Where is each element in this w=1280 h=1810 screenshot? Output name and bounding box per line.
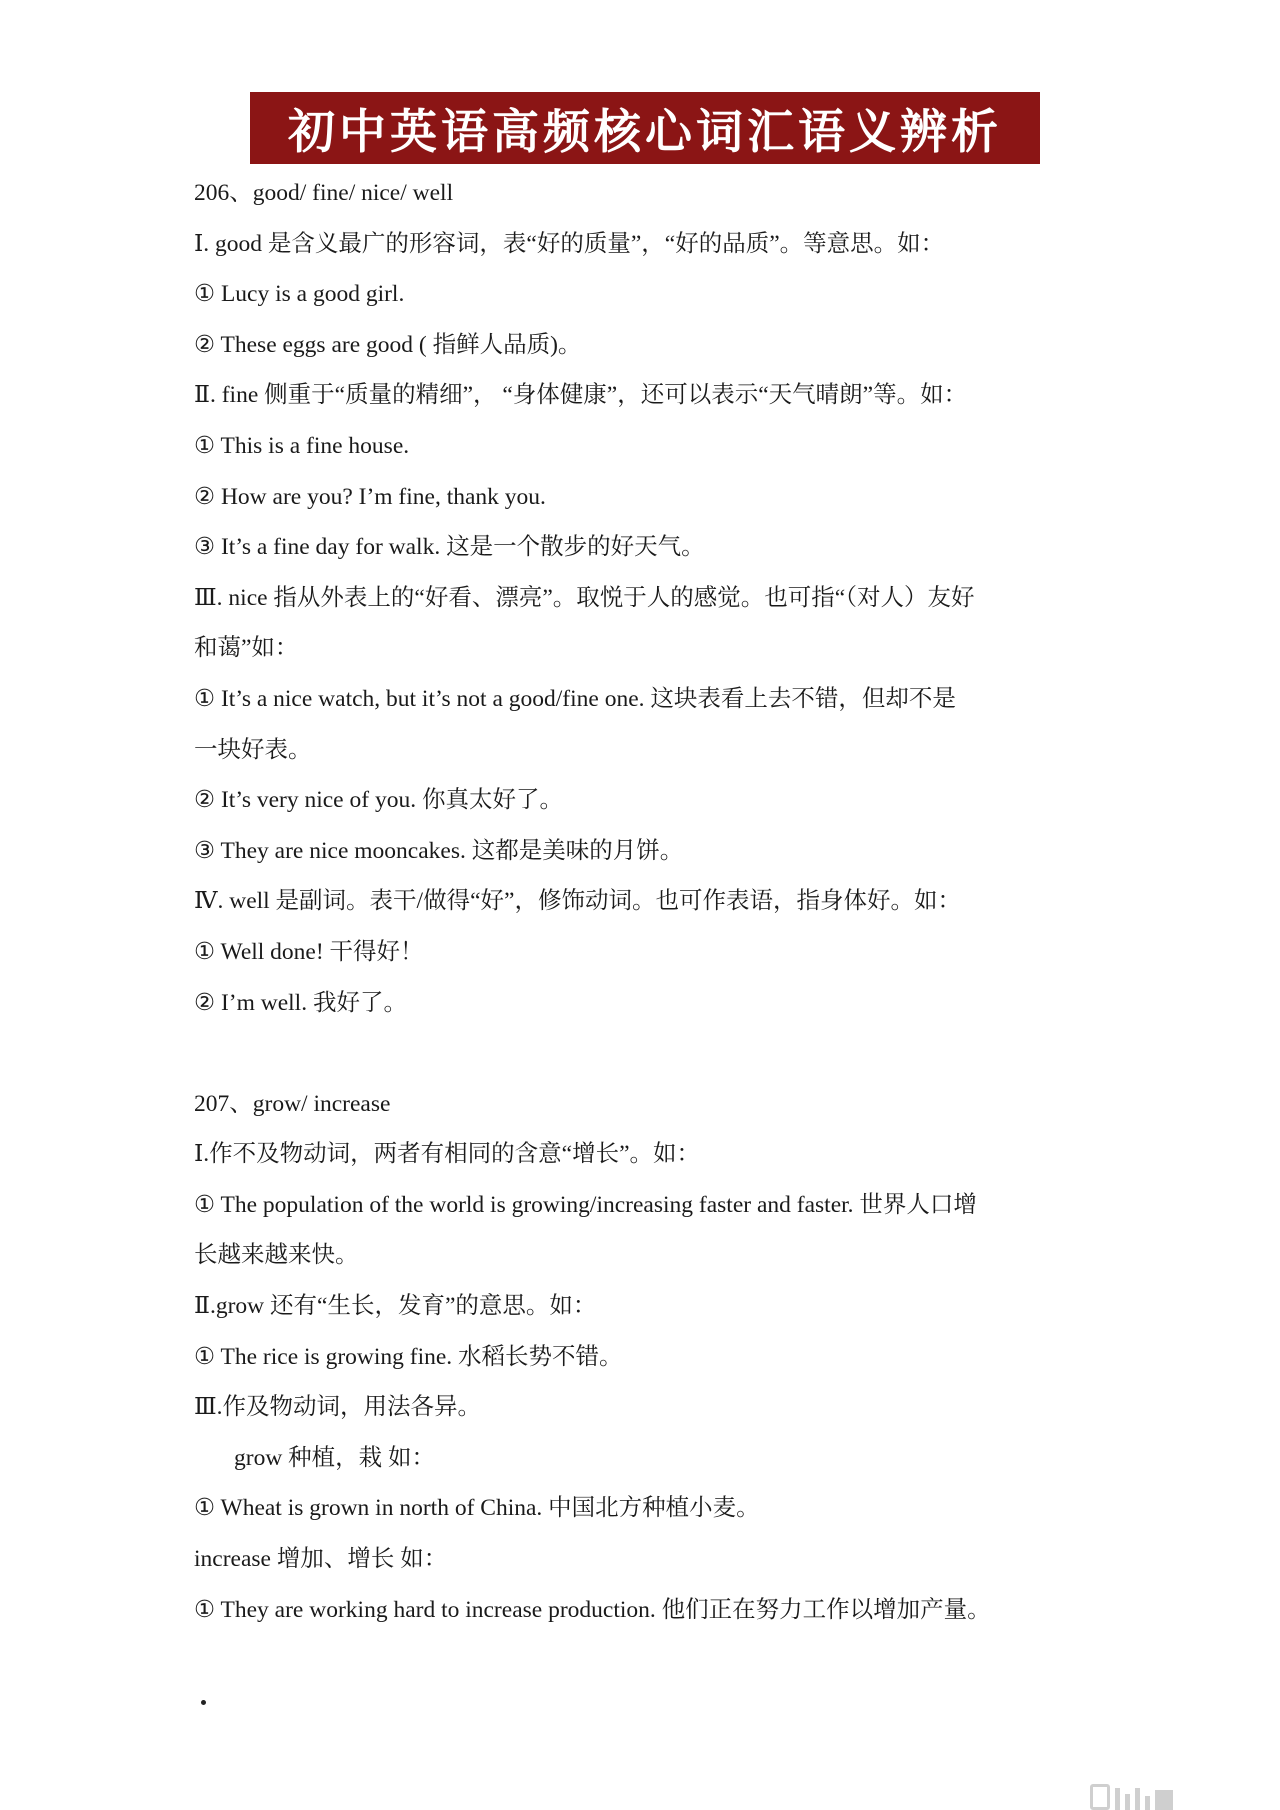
paragraph-line: 和蔼”如： xyxy=(194,635,299,662)
content-body xyxy=(194,168,1094,1635)
bullet-dot xyxy=(201,1700,206,1705)
example-line: 长越来越来快。 xyxy=(194,1242,359,1269)
paragraph-line: increase 增加、增长 如： xyxy=(194,1546,448,1573)
section-gap xyxy=(194,1028,1094,1079)
example-line: ② These eggs are good ( 指鲜人品质)。 xyxy=(194,331,582,358)
watermark-bar-icon xyxy=(1135,1788,1140,1810)
example-line: ③ They are nice mooncakes. 这都是美味的月饼。 xyxy=(194,837,684,864)
example-line: ① This is a fine house. xyxy=(194,432,410,459)
paragraph-line: Ⅰ. good 是含义最广的形容词，表“好的质量”，“好的品质”。等意思。如： xyxy=(194,230,945,257)
watermark-box-icon xyxy=(1090,1784,1110,1810)
example-line: ② It’s very nice of you. 你真太好了。 xyxy=(194,787,563,814)
example-line: ① It’s a nice watch, but it’s not a good/fine one. 这块表看上去不错，但却不是 xyxy=(194,685,956,712)
paragraph-line: Ⅲ. nice 指从外表上的“好看、漂亮”。取悦于人的感觉。也可指“（对人）友好 xyxy=(194,584,975,611)
example-line: ① Lucy is a good girl. xyxy=(194,281,405,308)
example-line: ② How are you? I’m fine, thank you. xyxy=(194,483,546,510)
example-line: ① The population of the world is growing/increasing faster and faster. 世界人口增 xyxy=(194,1191,977,1218)
watermark-bar-icon xyxy=(1155,1790,1173,1810)
paragraph-line: Ⅳ. well 是副词。表干/做得“好”，修饰动词。也可作表语，指身体好。如： xyxy=(194,888,961,915)
example-line: ③ It’s a fine day for walk. 这是一个散步的好天气。 xyxy=(194,534,705,561)
example-line: ① The rice is growing fine. 水稻长势不错。 xyxy=(194,1343,623,1370)
watermark-logo xyxy=(1090,1784,1173,1810)
section-heading-206: 206、good/ fine/ nice/ well xyxy=(194,180,454,206)
paragraph-line: Ⅲ.作及物动词，用法各异。 xyxy=(194,1394,482,1421)
paragraph-line: grow 种植，栽 如： xyxy=(234,1444,436,1471)
watermark-bar-icon xyxy=(1115,1788,1120,1810)
example-line: ① Well done! 干得好！ xyxy=(194,938,424,965)
example-line: ① Wheat is grown in north of China. 中国北方种植小麦。 xyxy=(194,1495,760,1522)
example-line: 一块好表。 xyxy=(194,736,312,763)
paragraph-line: Ⅰ.作不及物动词，两者有相同的含意“增长”。如： xyxy=(194,1141,701,1168)
example-line: ① They are working hard to increase production. 他们正在努力工作以增加产量。 xyxy=(194,1596,991,1623)
page-title: 初中英语高频核心词汇语义辨析 xyxy=(250,92,1040,164)
example-line: ② I’m well. 我好了。 xyxy=(194,989,407,1016)
paragraph-line: Ⅱ.grow 还有“生长，发育”的意思。如： xyxy=(194,1293,597,1320)
watermark-bar-icon xyxy=(1145,1796,1150,1810)
watermark-bar-icon xyxy=(1125,1794,1130,1810)
section-heading-207: 207、grow/ increase xyxy=(194,1090,391,1117)
paragraph-line: Ⅱ. fine 侧重于“质量的精细”， “身体健康”，还可以表示“天气晴朗”等。如： xyxy=(194,382,968,409)
